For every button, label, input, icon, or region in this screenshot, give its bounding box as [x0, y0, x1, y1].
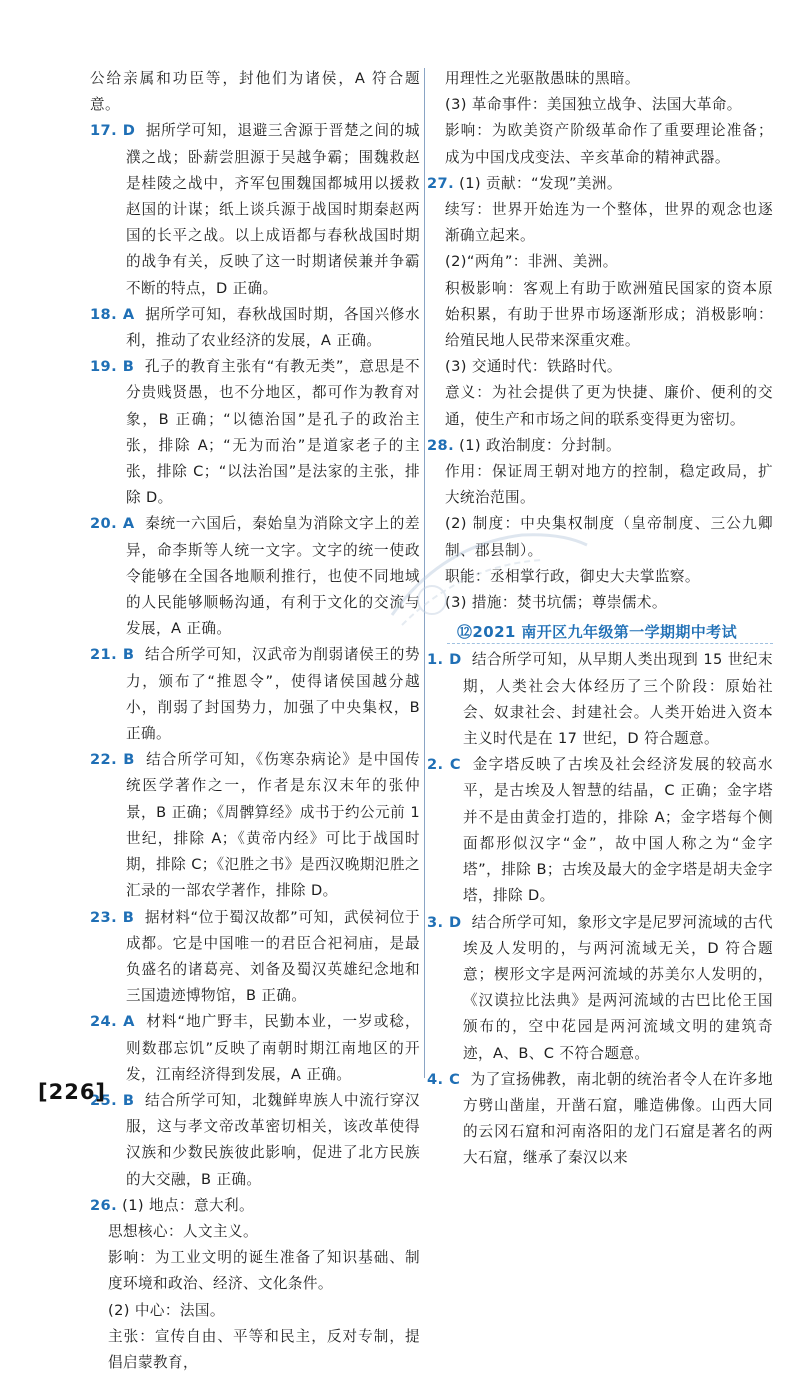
- answer-text: 为了宣扬佛教，南北朝的统治者令人在许多地方劈山凿崖，开凿石窟，雕造佛像。山西大同的云冈石窟和河南洛阳的龙门石窟是著名的两大石窟，继承了秦汉以来: [463, 1070, 774, 1167]
- answer-number: 17. D: [90, 122, 136, 140]
- answer-28-line: 职能：丞相掌行政，御史大夫掌监察。: [445, 567, 700, 585]
- answer-text: 结合所学可知，汉武帝为削弱诸侯王的势力，颁布了“推恩令”，使得诸侯国越分越小，削弱了封国势力，加强了中央集权，B 正确。: [126, 646, 421, 743]
- answer-22: [90, 747, 420, 904]
- left-column: [90, 66, 420, 1376]
- answer-27-line: (3) 交通时代：铁路时代。: [445, 358, 622, 376]
- answer-26: [90, 1193, 420, 1219]
- section-title: ⑫2021 南开区九年级第一学期期中考试: [427, 619, 773, 645]
- answer-text: 据所学可知，退避三舍源于晋楚之间的城濮之战；卧薪尝胆源于吴越争霸；围魏救赵是桂陵之战中，齐军包围魏国都城用以援救赵国的计谋；纸上谈兵源于战国时期秦赵两国的长平之战。以上成语都与春秋战国时期的战争有关，反映了这一时期诸侯兼并争霸不断的特点，D 正确。: [126, 122, 420, 297]
- answer-s1: [427, 647, 773, 752]
- answer-number: 20. A: [90, 515, 135, 533]
- answer-text: 结合所学可知，北魏鲜卑族人中流行穿汉服，这与孝文帝改革密切相关，该改革使得汉族和少数民族彼此影响，促进了北方民族的大交融，B 正确。: [126, 1091, 421, 1188]
- answer-26-line: 影响：为欧美资产阶级革命作了重要理论准备；成为中国戊戌变法、辛亥革命的精神武器。: [445, 122, 773, 166]
- answer-27-line: 续写：世界开始连为一个整体，世界的观念也逐渐确立起来。: [445, 201, 773, 245]
- answer-26-line: (2) 中心：法国。: [108, 1301, 225, 1319]
- page-number: [226]: [38, 1080, 107, 1104]
- answer-number: 28.: [427, 436, 455, 454]
- answer-23: [90, 905, 420, 1010]
- answer-text: (1) 政治制度：分封制。: [459, 436, 621, 454]
- answer-text: (1) 贡献：“发现”美洲。: [459, 174, 622, 192]
- answer-number: 25. B: [90, 1091, 135, 1109]
- answer-number: 19. B: [90, 358, 135, 376]
- answer-21: [90, 642, 420, 747]
- answer-28-line: (3) 措施：焚书坑儒；尊崇儒术。: [445, 594, 667, 612]
- answer-text: 金字塔反映了古埃及社会经济发展的较高水平，是古埃及人智慧的结晶，C 正确；金字塔并不是由黄金打造的，排除 A；金字塔每个侧面都形似汉字“金”，故中国人称之为“金字塔”，排除 B；古埃及最大的金字塔是胡夫金字塔，排除 D。: [463, 756, 774, 905]
- answer-text: 孔子的教育主张有“有教无类”，意思是不分贵贱贤愚，也不分地区，都可作为教育对象，B 正确；“以德治国”是孔子的政治主张，排除 A；“无为而治”是道家老子的主张，排除 C；“以法治国”是法家的主张，排除 D。: [126, 358, 420, 507]
- column-divider: [424, 68, 425, 1078]
- answer-text: 结合所学可知，象形文字是尼罗河流域的古代埃及人发明的，与两河流域无关，D 符合题意；楔形文字是两河流域的苏美尔人发明的，《汉谟拉比法典》是两河流域的古巴比伦王国颁布的，空中花园是两河流域文明的建筑奇迹，A、B、C 不符合题意。: [463, 913, 773, 1062]
- answer-number: 27.: [427, 174, 455, 192]
- q16-continuation: 公给亲属和功臣等，封他们为诸侯，A 符合题意。: [90, 70, 420, 114]
- answer-number: 21. B: [90, 646, 135, 664]
- answer-number: 23. B: [90, 908, 135, 926]
- answer-text: 结合所学可知，从早期人类出现到 15 世纪末期，人类社会大体经历了三个阶段：原始社会、奴隶社会、封建社会。人类开始进入资本主义时代是在 17 世纪，D 符合题意。: [463, 651, 774, 748]
- answer-28: [427, 433, 773, 459]
- answer-25: [90, 1088, 420, 1193]
- answer-s4: [427, 1067, 773, 1172]
- answer-number: 1. D: [427, 651, 462, 669]
- answer-text: (1) 地点：意大利。: [122, 1196, 254, 1214]
- answer-19: [90, 354, 420, 511]
- answer-20: [90, 511, 420, 642]
- answer-number: 18. A: [90, 305, 135, 323]
- right-column: [427, 66, 773, 1172]
- answer-s3: [427, 910, 773, 1067]
- answer-27: [427, 171, 773, 197]
- answer-26-line: 主张：宣传自由、平等和民主，反对专制，提倡启蒙教育，: [108, 1327, 420, 1371]
- answer-17: [90, 118, 420, 301]
- answer-26-line: 用理性之光驱散愚昧的黑暗。: [445, 70, 640, 87]
- answer-26-line: 思想核心：人文主义。: [108, 1222, 258, 1240]
- answer-27-line: (2)“两角”：非洲、美洲。: [445, 253, 618, 271]
- answer-number: 3. D: [427, 913, 462, 931]
- answer-27-line: 意义：为社会提供了更为快捷、廉价、便利的交通，使生产和市场之间的联系变得更为密切。: [445, 384, 773, 428]
- answer-number: 2. C: [427, 756, 461, 774]
- answer-text: 秦统一六国后，秦始皇为消除文字上的差异，命李斯等人统一文字。文字的统一使政令能够在全国各地顺利推行，也使不同地域的人民能够顺畅沟通，有利于文化的交流与发展，A 正确。: [126, 515, 421, 638]
- answer-text: 据所学可知，春秋战国时期，各国兴修水利，推动了农业经济的发展，A 正确。: [126, 305, 421, 350]
- answer-number: 26.: [90, 1196, 118, 1214]
- answer-text: 据材料“位于蜀汉故都”可知，武侯祠位于成都。它是中国唯一的君臣合祀祠庙，是最负盛名的诸葛亮、刘备及蜀汉英雄纪念地和三国遗迹博物馆，B 正确。: [126, 908, 420, 1005]
- answer-number: 22. B: [90, 751, 135, 769]
- answer-text: 材料“地广野丰，民勤本业，一岁或稔，则数郡忘饥”反映了南朝时期江南地区的开发，江南经济得到发展，A 正确。: [126, 1013, 421, 1083]
- answer-26-line: (3) 革命事件：美国独立战争、法国大革命。: [445, 96, 742, 114]
- answer-28-line: (2) 制度：中央集权制度（皇帝制度、三公九卿制、郡县制）。: [445, 515, 773, 559]
- answer-28-line: 作用：保证周王朝对地方的控制，稳定政局，扩大统治范围。: [445, 463, 773, 507]
- answer-24: [90, 1009, 420, 1088]
- answer-s2: [427, 752, 773, 909]
- answer-number: 4. C: [427, 1070, 461, 1088]
- answer-26-line: 影响：为工业文明的诞生准备了知识基础、制度环境和政治、经济、文化条件。: [108, 1249, 420, 1293]
- answer-18: [90, 302, 420, 354]
- answer-text: 结合所学可知，《伤寒杂病论》是中国传统医学著作之一，作者是东汉末年的张仲景，B 正确；《周髀算经》成书于约公元前 1 世纪，排除 A；《黄帝内经》可比于战国时期，排除 C；《氾胜之书》是西汉晚期氾胜之汇录的一部农学著作，排除 D。: [126, 751, 421, 900]
- answer-27-line: 积极影响：客观上有助于欧洲殖民国家的资本原始积累，有助于世界市场逐渐形成；消极影响：给殖民地人民带来深重灾难。: [445, 279, 773, 350]
- answer-number: 24. A: [90, 1013, 135, 1031]
